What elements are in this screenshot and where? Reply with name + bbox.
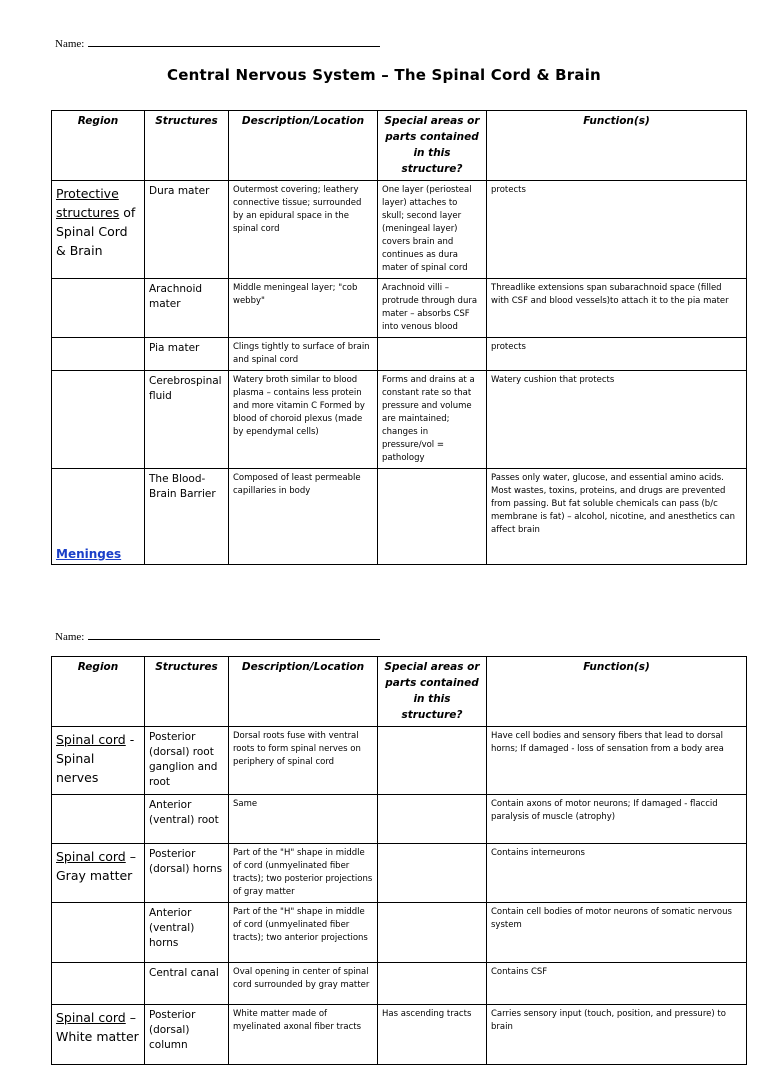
structure-cell: Cerebrospinal fluid [145,371,229,469]
function-cell: Contains CSF [487,963,747,1005]
header-structures: Structures [145,111,229,181]
special-cell [378,903,487,963]
table-header-row [52,657,747,727]
structure-cell: Dura mater [145,181,229,279]
meninges-link[interactable]: Meninges [56,547,122,561]
header-function: Function(s) [487,111,747,181]
region-protective-rest: of Spinal Cord & Brain [56,205,136,258]
structure-cell: Posterior (dorsal) root ganglion and root [145,727,229,795]
page-title: Central Nervous System – The Spinal Cord & Brain [167,66,601,84]
special-cell: Arachnoid villi – protrude through dura mater – absorbs CSF into venous blood [378,279,487,338]
region-protective [52,181,145,279]
description-cell: Clings tightly to surface of brain and spinal cord [229,338,378,371]
structure-cell: Arachnoid mater [145,279,229,338]
special-cell [378,338,487,371]
name-blank-line [88,629,380,640]
description-cell: Same [229,795,378,844]
header-special: Special areas or parts contained in this structure? [378,657,487,727]
structure-cell: Anterior (ventral) horns [145,903,229,963]
name-label: Name: [55,631,85,643]
region-gray-matter [52,844,145,903]
region-cell-empty [52,795,145,844]
function-cell: Contain axons of motor neurons; If damaged - flaccid paralysis of muscle (atrophy) [487,795,747,844]
region-spinal-nerves-rest: - Spinal nerves [56,732,135,785]
table-row [52,181,747,279]
region-cell-empty [52,338,145,371]
protective-structures-table [51,110,747,565]
table-row [52,903,747,963]
special-cell: Forms and drains at a constant rate so that pressure and volume are maintained; changes in pressure/vol = pathology [378,371,487,469]
function-cell: Contains interneurons [487,844,747,903]
name-field [55,629,380,643]
structure-cell: Anterior (ventral) root [145,795,229,844]
description-cell: White matter made of myelinated axonal fiber tracts [229,1005,378,1065]
table-header-row [52,111,747,181]
structure-cell: Posterior (dorsal) column [145,1005,229,1065]
header-description: Description/Location [229,111,378,181]
table-row [52,963,747,1005]
header-function: Function(s) [487,657,747,727]
region-cell-empty [52,963,145,1005]
table-row [52,469,747,565]
region-protective-underlined: Protective structures [56,186,120,220]
description-cell: Outermost covering; leathery connective tissue; surrounded by an epidural space in the spinal cord [229,181,378,279]
function-cell: Have cell bodies and sensory fibers that lead to dorsal horns; If damaged - loss of sensation from a body area [487,727,747,795]
description-cell: Dorsal roots fuse with ventral roots to form spinal nerves on periphery of spinal cord [229,727,378,795]
table-row [52,727,747,795]
function-cell: Carries sensory input (touch, position, and pressure) to brain [487,1005,747,1065]
special-cell [378,844,487,903]
table-row [52,371,747,469]
name-blank-line [88,36,380,47]
region-white-matter [52,1005,145,1065]
special-cell: One layer (periosteal layer) attaches to skull; second layer (meningeal layer) covers brain and continues as dura mater of spinal cord [378,181,487,279]
description-cell: Middle meningeal layer; "cob webby" [229,279,378,338]
structure-cell: Central canal [145,963,229,1005]
special-cell [378,963,487,1005]
description-cell: Watery broth similar to blood plasma – contains less protein and more vitamin C Formed by blood of choroid plexus (made by ependymal cells) [229,371,378,469]
table-row [52,795,747,844]
structure-cell: Posterior (dorsal) horns [145,844,229,903]
region-cell-empty [52,903,145,963]
name-field [55,36,380,50]
region-white-matter-rest: – White matter [56,1010,139,1044]
region-spinal-nerves [52,727,145,795]
name-label: Name: [55,38,85,50]
special-cell [378,795,487,844]
table-row [52,844,747,903]
header-region: Region [52,111,145,181]
region-spinal-cord-underlined: Spinal cord [56,1010,126,1025]
region-meninges-cell [52,469,145,565]
function-cell: protects [487,338,747,371]
function-cell: Passes only water, glucose, and essential amino acids. Most wastes, toxins, proteins, and drugs are prevented from passing. But fat soluble chemicals can pass (b/c membrane is fat) – alcohol, nicotine, and anesthetics can affect brain [487,469,747,565]
function-cell: protects [487,181,747,279]
description-cell: Composed of least permeable capillaries in body [229,469,378,565]
table-row [52,1005,747,1065]
description-cell: Part of the "H" shape in middle of cord (unmyelinated fiber tracts); two posterior projections of gray matter [229,844,378,903]
special-cell [378,727,487,795]
header-structures: Structures [145,657,229,727]
structure-cell: Pia mater [145,338,229,371]
special-cell [378,469,487,565]
table-row [52,338,747,371]
description-cell: Oval opening in center of spinal cord surrounded by gray matter [229,963,378,1005]
spinal-cord-table [51,656,747,1065]
structure-cell: The Blood-Brain Barrier [145,469,229,565]
function-cell: Threadlike extensions span subarachnoid space (filled with CSF and blood vessels)to attach it to the pia mater [487,279,747,338]
region-spinal-cord-underlined: Spinal cord [56,849,126,864]
table-row [52,279,747,338]
region-cell-empty [52,279,145,338]
header-special: Special areas or parts contained in this structure? [378,111,487,181]
function-cell: Watery cushion that protects [487,371,747,469]
region-gray-matter-rest: – Gray matter [56,849,136,883]
description-cell: Part of the "H" shape in middle of cord (unmyelinated fiber tracts); two anterior projections [229,903,378,963]
function-cell: Contain cell bodies of motor neurons of somatic nervous system [487,903,747,963]
region-spinal-cord-underlined: Spinal cord [56,732,126,747]
header-region: Region [52,657,145,727]
header-description: Description/Location [229,657,378,727]
region-cell-empty [52,371,145,469]
special-cell: Has ascending tracts [378,1005,487,1065]
